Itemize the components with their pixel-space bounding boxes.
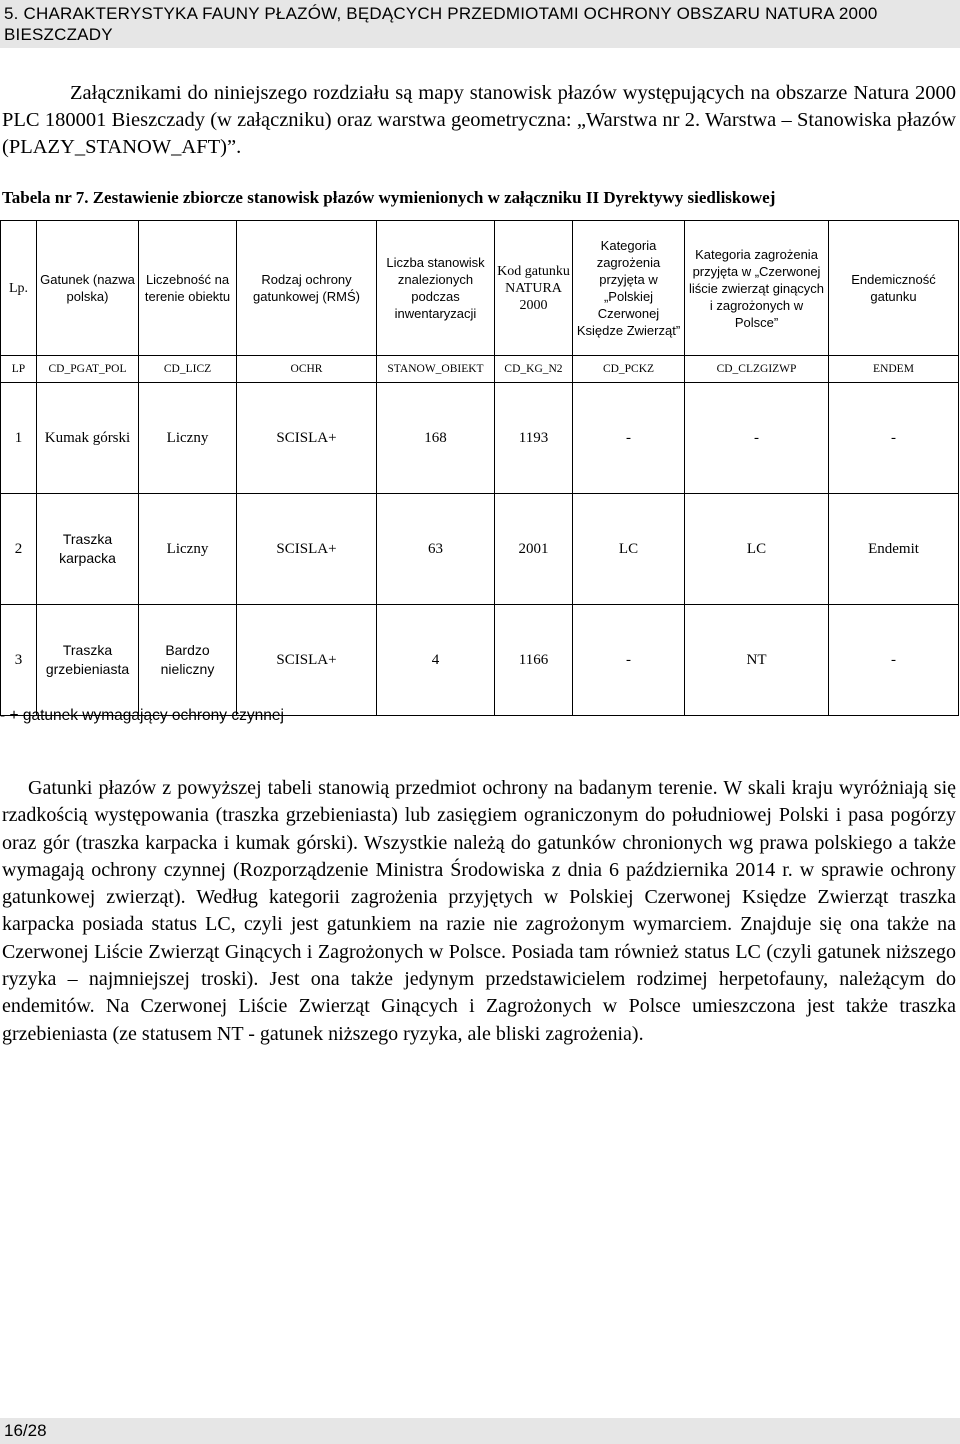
- cell-red-list: NT: [685, 605, 829, 716]
- cell-lp: 1: [1, 383, 37, 494]
- code-cell: ENDEM: [829, 356, 959, 383]
- code-cell: OCHR: [237, 356, 377, 383]
- code-cell: CD_PGAT_POL: [37, 356, 139, 383]
- cell-protection: SCISLA+: [237, 605, 377, 716]
- cell-endemism: Endemit: [829, 494, 959, 605]
- code-cell: CD_KG_N2: [495, 356, 573, 383]
- code-cell: CD_LICZ: [139, 356, 237, 383]
- code-cell: CD_PCKZ: [573, 356, 685, 383]
- header-lp: Lp.: [1, 221, 37, 356]
- cell-sites: 168: [377, 383, 495, 494]
- amphibian-table: [0, 220, 959, 716]
- table-code-row: [1, 356, 959, 383]
- cell-sites: 63: [377, 494, 495, 605]
- header-protection: Rodzaj ochrony gatunkowej (RMŚ): [237, 221, 377, 356]
- code-cell: LP: [1, 356, 37, 383]
- code-cell: STANOW_OBIEKT: [377, 356, 495, 383]
- cell-species: Traszka karpacka: [37, 494, 139, 605]
- intro-text: Załącznikami do niniejszego rozdziału są mapy stanowisk płazów występujących na obszarze Natura 2000 PLC 180001 Bieszczady (w załączniku) oraz warstwa geometryczna: „Warstwa nr 2. Warstwa – Stanowiska płazów (PLAZY_STANOW_AFT)”.: [2, 82, 956, 158]
- header-endemism: Endemiczność gatunku: [829, 221, 959, 356]
- cell-red-book: -: [573, 383, 685, 494]
- cell-endemism: -: [829, 605, 959, 716]
- cell-red-book: -: [573, 605, 685, 716]
- cell-lp: 2: [1, 494, 37, 605]
- code-cell: CD_CLZGIZWP: [685, 356, 829, 383]
- body-paragraph: [2, 775, 956, 1048]
- table-row: [1, 605, 959, 716]
- body-text: Gatunki płazów z powyższej tabeli stanowią przedmiot ochrony na badanym terenie. W skali kraju wyróżniają się rzadkością występowania (traszka grzebieniasta) lub zasięgiem ograniczonym do południowej Polski i pasa pogórzy oraz gór (traszka karpacka i kumak górski). Wszystkie należą do gatunków chronionych wg prawa polskiego a także wymagają ochrony czynnej (Rozporządzenie Ministra Środowiska z dnia 6 października 2014 r. w sprawie ochrony gatunkowej zwierząt). Według kategorii zagrożenia przyjętych w Polskiej Czerwonej Księdze Zwierząt traszka karpacka posiada status LC, czyli jest gatunkiem na razie nie zagrożonym wymarciem. Znajduje się ona także na Czerwonej Liście Zwierząt Ginących i Zagrożonych w Polsce. Posiada tam również status LC (czyli gatunek niższego ryzyka – najmniejszej troski). Jest ona także jedynym przedstawicielem rodzimej herpetofauny, należącym do endemitów. Na Czerwonej Liście Zwierząt Ginących i Zagrożonych w Polsce umieszczona jest także traszka grzebieniasta (ze statusem NT - gatunek niższego ryzyka, ale bliski zagrożenia).: [2, 777, 956, 1045]
- section-title: 5. CHARAKTERYSTYKA FAUNY PŁAZÓW, BĘDĄCYCH PRZEDMIOTAMI OCHRONY OBSZARU NATURA 2000 BIESZCZADY: [4, 4, 878, 44]
- header-sites: Liczba stanowisk znalezionych podczas inwentaryzacji: [377, 221, 495, 356]
- header-natura-code: Kod gatunku NATURA 2000: [495, 221, 573, 356]
- cell-red-list: -: [685, 383, 829, 494]
- table-row: [1, 494, 959, 605]
- cell-red-book: LC: [573, 494, 685, 605]
- cell-abundance: Liczny: [139, 494, 237, 605]
- table-row: [1, 383, 959, 494]
- cell-natura-code: 1193: [495, 383, 573, 494]
- header-abundance: Liczebność na terenie obiektu: [139, 221, 237, 356]
- cell-species: Traszka grzebieniasta: [37, 605, 139, 716]
- intro-paragraph: [2, 80, 956, 161]
- cell-protection: SCISLA+: [237, 383, 377, 494]
- header-red-book: Kategoria zagrożenia przyjęta w „Polskiej Czerwonej Księdze Zwierząt”: [573, 221, 685, 356]
- cell-sites: 4: [377, 605, 495, 716]
- header-species: Gatunek (nazwa polska): [37, 221, 139, 356]
- cell-endemism: -: [829, 383, 959, 494]
- cell-red-list: LC: [685, 494, 829, 605]
- cell-species: Kumak górski: [37, 383, 139, 494]
- page-footer: [0, 1418, 960, 1444]
- table-caption: Tabela nr 7. Zestawienie zbiorcze stanowisk płazów wymienionych w załączniku II Dyrektywy siedliskowej: [2, 188, 776, 207]
- cell-natura-code: 1166: [495, 605, 573, 716]
- table-header-row: [1, 221, 959, 356]
- header-red-list: Kategoria zagrożenia przyjęta w „Czerwonej liście zwierząt ginących i zagrożonych w Polsce”: [685, 221, 829, 356]
- page-number: 16/28: [4, 1421, 47, 1440]
- table-legend: - + gatunek wymagający ochrony czynnej: [0, 707, 284, 724]
- cell-protection: SCISLA+: [237, 494, 377, 605]
- cell-abundance: Liczny: [139, 383, 237, 494]
- cell-lp: 3: [1, 605, 37, 716]
- section-header: [0, 0, 960, 48]
- cell-abundance: Bardzo nieliczny: [139, 605, 237, 716]
- cell-natura-code: 2001: [495, 494, 573, 605]
